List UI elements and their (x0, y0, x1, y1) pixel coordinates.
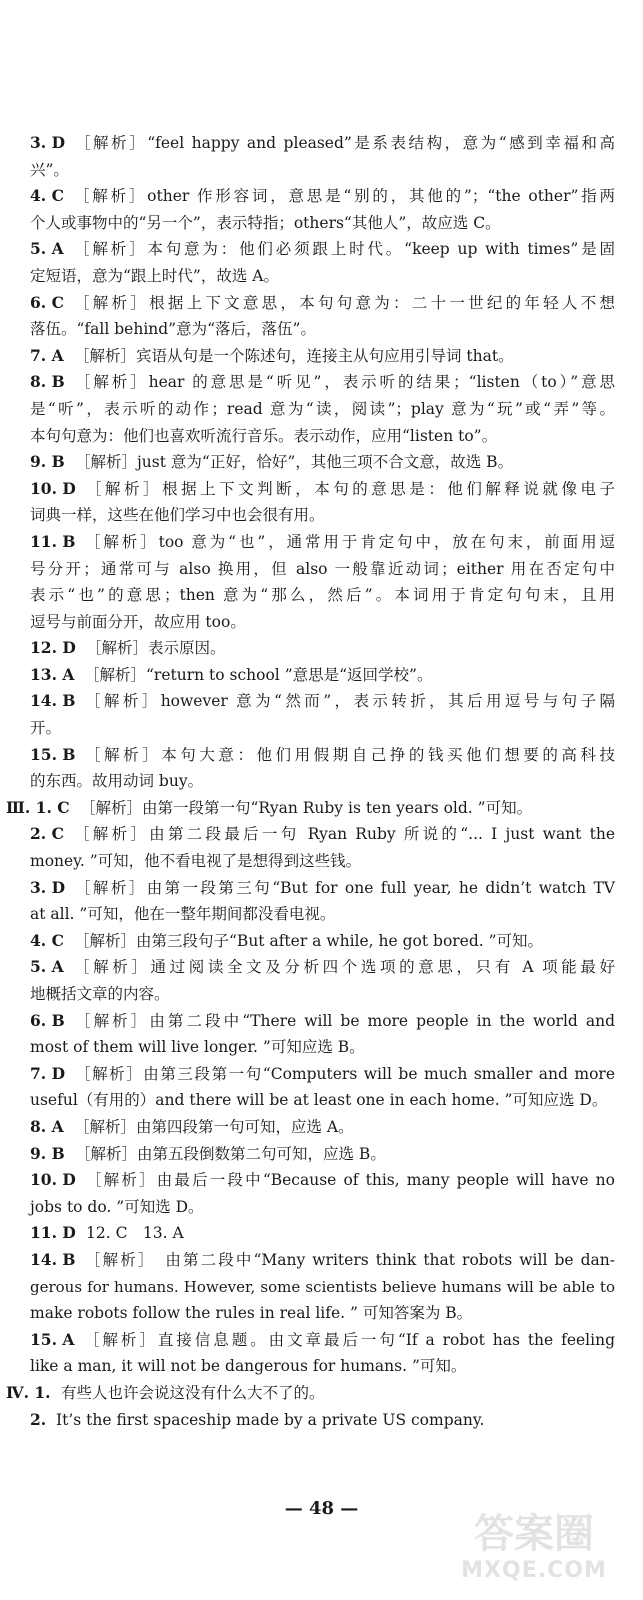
answer-label: 14. B (30, 1249, 76, 1269)
answer-text: most of them will live longer. ”可知应选 B。 (30, 1038, 365, 1057)
answer-text: 有些人也许会说这没有什么大不了的。 (61, 1383, 325, 1402)
answer-text: 开。 (30, 719, 62, 738)
answer-text: 12. C 13. A (86, 1224, 184, 1243)
answer-text: 本句句意为：他们也喜欢听流行音乐。表示动作，应用“listen to”。 (30, 426, 498, 445)
answer-line (0, 768, 643, 795)
answer-line (0, 1034, 643, 1061)
answer-text: make robots follow the rules in real life. ” 可知答案为 B。 (30, 1304, 473, 1323)
answer-label: 8. A (30, 1116, 64, 1136)
answer-line (0, 130, 643, 157)
answer-text: money. ”可知，他不看电视了是想得到这些钱。 (30, 852, 362, 871)
answer-label: 8. B (30, 372, 65, 392)
answer-key-content (0, 130, 643, 1433)
answer-text: ［解析］“return to school ”意思是“返回学校”。 (84, 665, 433, 684)
answer-label: 4. C (30, 930, 64, 950)
answer-text: 是“听”，表示听的动作；read 意为“读，阅读”；play 意为“玩”或“弄”等。 (30, 399, 615, 418)
answer-text: ［解析］由最后一段中“Because of this, many people will have no (86, 1171, 615, 1190)
answer-text: ［解析］由第一段第一句“Ryan Ruby is ten years old. ”可知。 (80, 798, 533, 817)
watermark-logo: 答案圈 MXQE.COM (461, 1511, 607, 1583)
answer-line (0, 1380, 643, 1407)
answer-text: ［解析］由第二段最后一句 Ryan Ruby 所说的“... I just want the (74, 825, 615, 844)
answer-label: 6. B (30, 1010, 65, 1030)
answer-text: It’s the first spaceship made by a private US company. (56, 1410, 485, 1429)
answer-label: 2. (30, 1409, 47, 1429)
answer-line (0, 423, 643, 450)
answer-line (0, 1061, 643, 1088)
answer-text: ［解析］“feel happy and pleased”是系表结构，意为“感到幸福和高 (75, 134, 615, 152)
answer-line (0, 928, 643, 955)
answer-text: 的东西。故用动词 buy。 (30, 772, 204, 791)
answer-label: 7. D (30, 1063, 66, 1083)
answer-line (0, 688, 643, 715)
answer-text: ［解析］由第三段第一句“Computers will be much smaller and more (75, 1064, 615, 1083)
answer-line (0, 1141, 643, 1168)
answer-line (0, 1327, 643, 1354)
answer-line (0, 449, 643, 476)
answer-text: 表示“也”的意思；then 意为“那么，然后”。本词用于肯定句句末，且用 (30, 586, 615, 605)
answer-text: gerous for humans. However, some scientists believe humans will be able to (30, 1277, 615, 1296)
answer-line (0, 901, 643, 928)
answer-line (0, 529, 643, 556)
answer-text: ［解析］hear 的意思是“听见”，表示听的结果；“listen（to）”意思 (75, 373, 615, 392)
answer-line (0, 742, 643, 769)
answer-label: 5. A (30, 957, 64, 977)
answer-line (0, 848, 643, 875)
answer-text: ［解析］由第三段句子“But after a while, he got bored. ”可知。 (74, 931, 544, 950)
page-number: — 48 — (284, 1498, 359, 1519)
answer-label: 4. C (30, 186, 64, 206)
answer-label: 11. D (30, 1223, 76, 1243)
answer-line (0, 821, 643, 848)
answer-line (0, 183, 643, 210)
answer-text: ［解析］ 由第二段中“Many writers think that robots will be dan- (85, 1250, 615, 1269)
answer-text: 定短语，意为“跟上时代”，故选 A。 (30, 266, 279, 285)
answer-line (0, 715, 643, 742)
answer-text: ［解析］just 意为“正好，恰好”，其他三项不合文意，故选 B。 (75, 453, 514, 472)
answer-label: 3. D (30, 133, 66, 152)
answer-line (0, 1300, 643, 1327)
answer-label: 5. A (30, 239, 64, 259)
answer-text: ［解析］however 意为“然而”，表示转折，其后用逗号与句子隔 (85, 692, 615, 711)
answer-line (0, 1274, 643, 1301)
answer-line (0, 502, 643, 529)
answer-text: 词典一样，这些在他们学习中也会很有用。 (30, 506, 325, 525)
answer-text: like a man, it will not be dangerous for humans. ”可知。 (30, 1357, 467, 1376)
answer-line (0, 1114, 643, 1141)
answer-line (0, 343, 643, 370)
answer-label: 11. B (30, 531, 76, 551)
answer-text: 落伍。“fall behind”意为“落后，落伍”。 (30, 320, 316, 339)
answer-line (0, 795, 643, 822)
answer-line (0, 1087, 643, 1114)
answer-label: 15. A (30, 1329, 75, 1349)
answer-text: ［解析］由第四段第一句可知，应选 A。 (74, 1117, 354, 1136)
answer-line (0, 316, 643, 343)
answer-line (0, 236, 643, 263)
answer-label: 2. C (30, 824, 64, 844)
answer-line (0, 1008, 643, 1035)
answer-line (0, 981, 643, 1008)
answer-line (0, 369, 643, 396)
answer-line (0, 556, 643, 583)
answer-label: 13. A (30, 664, 75, 684)
answer-text: ［解析］表示原因。 (86, 639, 226, 658)
answer-text: at all. ”可知，他在一整年期间都没看电视。 (30, 905, 336, 924)
answer-text: ［解析］根据上下文意思，本句句意为：二十一世纪的年轻人不想 (74, 293, 615, 312)
answer-line (0, 290, 643, 317)
answer-text: ［解析］other 作形容词，意思是“别的，其他的”；“the other”指两 (74, 187, 615, 206)
answer-line (0, 635, 643, 662)
answer-line (0, 1167, 643, 1194)
answer-text: ［解析］本句意为：他们必须跟上时代。“keep up with times”是固 (74, 240, 615, 259)
answer-line (0, 875, 643, 902)
answer-line (0, 396, 643, 423)
answer-line (0, 1407, 643, 1434)
answer-text: ［解析］直接信息题。由文章最后一句“If a robot has the feeling (84, 1330, 615, 1349)
answer-label: 9. B (30, 1143, 65, 1163)
answer-label: 9. B (30, 452, 65, 472)
answer-line (0, 1353, 643, 1380)
answer-text: ［解析］本句大意：他们用假期自己挣的钱买他们想要的高科技 (85, 745, 615, 764)
answer-line (0, 1194, 643, 1221)
answer-line (0, 263, 643, 290)
answer-text: ［解析］由第二段中“There will be more people in the world and (75, 1011, 615, 1030)
answer-line (0, 662, 643, 689)
answer-line (0, 476, 643, 503)
answer-text: ［解析］由第五段倒数第二句可知，应选 B。 (75, 1144, 386, 1163)
answer-label: Ⅲ. 1. C (6, 797, 70, 817)
answer-text: 号分开；通常可与 also 换用，但 also 一般靠近动词；either 用在否定句中 (30, 559, 615, 578)
answer-line (0, 609, 643, 636)
answer-line (0, 954, 643, 981)
answer-label: 15. B (30, 744, 76, 764)
answer-text: 兴”。 (30, 160, 69, 179)
answer-label: 6. C (30, 292, 64, 312)
answer-label: 10. D (30, 478, 76, 498)
answer-text: ［解析］根据上下文判断，本句的意思是：他们解释说就像电子 (86, 479, 615, 498)
answer-text: 逗号与前面分开，故应用 too。 (30, 612, 246, 631)
answer-text: useful（有用的）and there will be at least one in each home. ”可知应选 D。 (30, 1091, 608, 1110)
answer-label: Ⅳ. 1. (6, 1382, 51, 1402)
answer-label: 3. D (30, 877, 66, 897)
answer-text: ［解析］通过阅读全文及分析四个选项的意思，只有 A 项能最好 (74, 958, 615, 977)
answer-text: jobs to do. ”可知选 D。 (30, 1197, 204, 1216)
answer-line (0, 157, 643, 184)
answer-text: ［解析］宾语从句是一个陈述句，连接主从句应用引导词 that。 (74, 346, 514, 365)
answer-label: 12. D (30, 638, 76, 658)
answer-label: 10. D (30, 1170, 76, 1190)
answer-text: ［解析］too 意为“也”，通常用于肯定句中，放在句末，前面用逗 (85, 532, 615, 551)
answer-text: 个人或事物中的“另一个”，表示特指；others“其他人”，故应选 C。 (30, 213, 501, 232)
answer-line (0, 210, 643, 237)
answer-text: ［解析］由第一段第三句“But for one full year, he didn’t watch TV (75, 878, 615, 897)
answer-line (0, 1220, 643, 1247)
answer-text: 地概括文章的内容。 (30, 985, 170, 1003)
answer-line (0, 1247, 643, 1274)
answer-label: 7. A (30, 345, 64, 365)
answer-label: 14. B (30, 691, 76, 711)
answer-line (0, 582, 643, 609)
